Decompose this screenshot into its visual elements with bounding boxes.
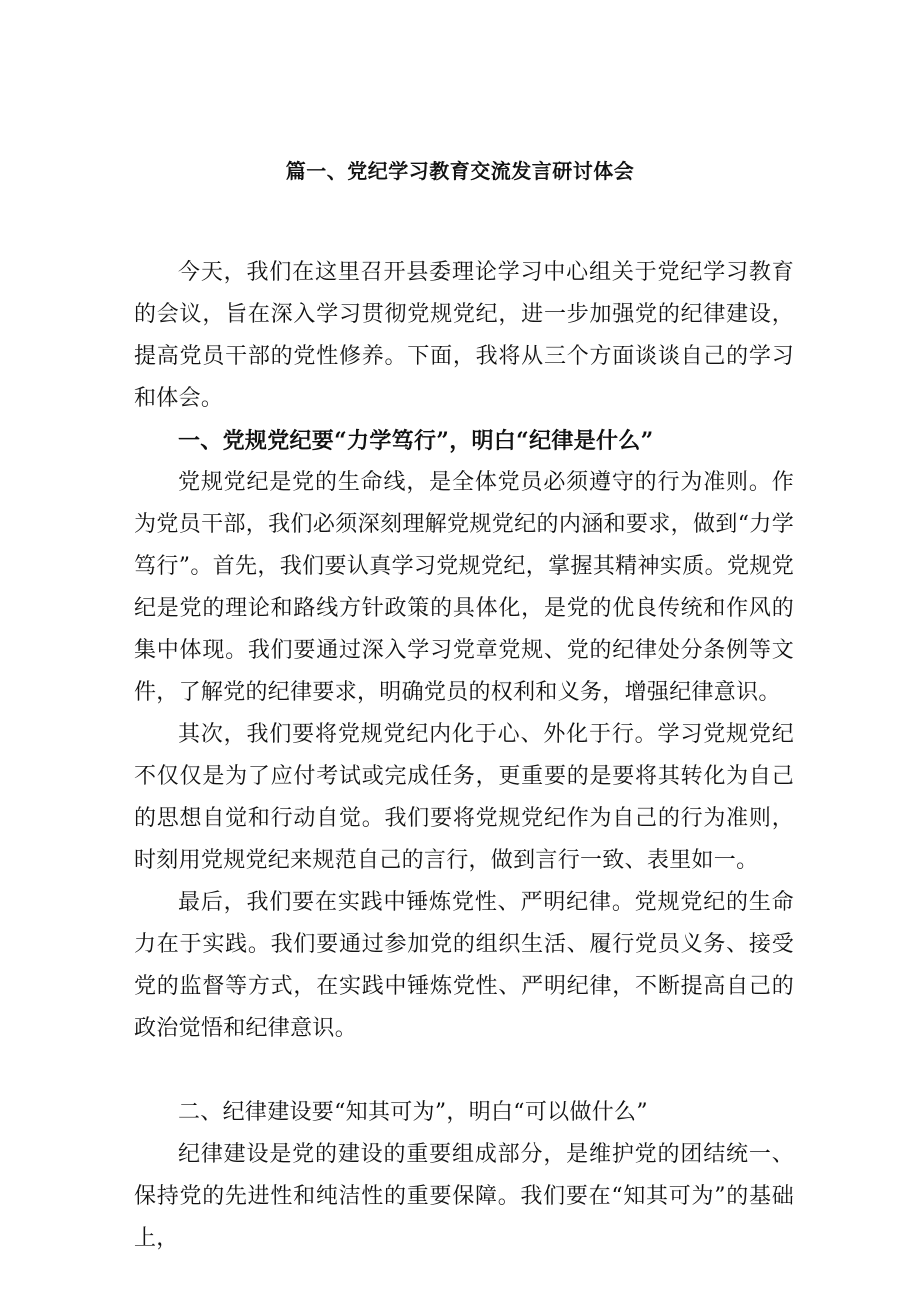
intro-paragraph: 今天，我们在这里召开县委理论学习中心组关于党纪学习教育的会议，旨在深入学习贯彻党规党纪，进一步加强党的纪律建设，提高党员干部的党性修养。下面，我将从三个方面谈谈自己的学习和体会。 [134,260,794,411]
document-body [134,252,794,1260]
document-title: 篇一、党纪学习教育交流发言研讨体会 [285,159,635,183]
section-1-paragraph-1: 党规党纪是党的生命线，是全体党员必须遵守的行为准则。作为党员干部，我们必须深刻理解党规党纪的内涵和要求，做到“力学笃行”。首先，我们要认真学习党规党纪，掌握其精神实质。党规党纪是党的理论和路线方针政策的具体化，是党的优良传统和作风的集中体现。我们要通过深入学习党章党规、党的纪律处分条例等文件，了解党的纪律要求，明确党员的权利和义务，增强纪律意识。 [134,470,794,705]
section-1-paragraph-3: 最后，我们要在实践中锤炼党性、严明纪律。党规党纪的生命力在于实践。我们要通过参加党的组织生活、履行党员义务、接受党的监督等方式，在实践中锤炼党性、严明纪律，不断提高自己的政治觉悟和纪律意识。 [134,890,794,1041]
section-2-paragraph-1: 纪律建设是党的建设的重要组成部分，是维护党的团结统一、保持党的先进性和纯洁性的重要保障。我们要在“知其可为”的基础上， [134,1142,794,1251]
section-1-heading: 一、党规党纪要“力学笃行”，明白“纪律是什么” [178,428,654,454]
section-1-paragraph-2: 其次，我们要将党规党纪内化于心、外化于行。学习党规党纪不仅仅是为了应付考试或完成任务，更重要的是要将其转化为自己的思想自觉和行动自觉。我们要将党规党纪作为自己的行为准则，时刻用党规党纪来规范自己的言行，做到言行一致、表里如一。 [134,722,794,873]
section-2-heading: 二、纪律建设要“知其可为”，明白“可以做什么” [178,1100,648,1125]
section-divider-space [134,1050,794,1092]
